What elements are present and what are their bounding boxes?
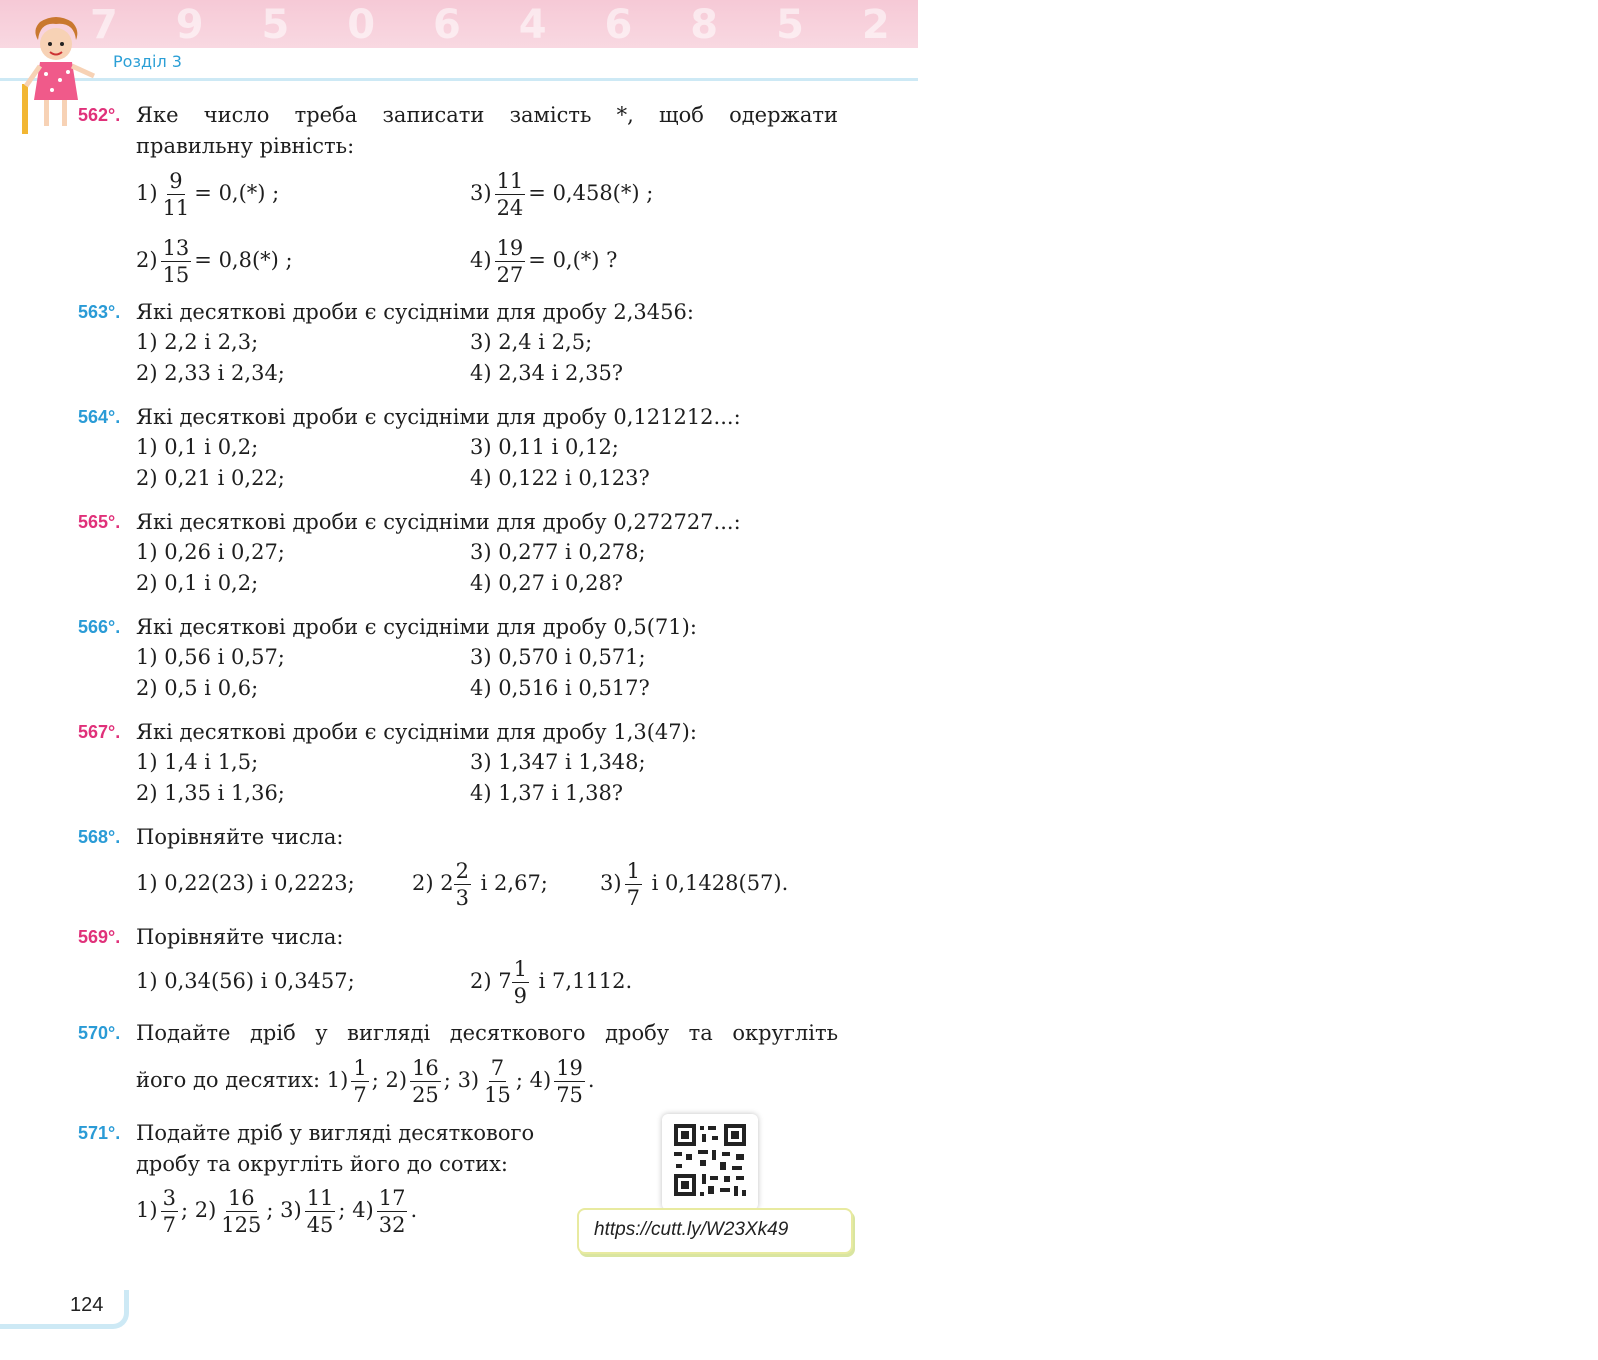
exercise-565-answer-1: 1) 0,26 і 0,27;	[136, 540, 285, 564]
exercise-567-answer-2: 2) 1,35 і 1,36;	[136, 781, 285, 805]
exercise-number-570: 570°.	[78, 1023, 121, 1043]
exercise-565-answer-4: 4) 0,27 і 0,28?	[470, 571, 624, 595]
exercise-563-answer-1: 1) 2,2 і 2,3;	[136, 330, 259, 354]
exercise-566-answer-4: 4) 0,516 і 0,517?	[470, 676, 650, 700]
exercise-563-question: Які десяткові дроби є сусідніми для дробу 2,3456:	[136, 300, 694, 324]
link-url[interactable]: https://cutt.ly/W23Xk49	[594, 1219, 789, 1240]
exercise-570-line1: Подайте дріб у вигляді десяткового дробу та округліть	[136, 1021, 838, 1045]
exercise-564-answer-3: 3) 0,11 і 0,12;	[470, 435, 619, 459]
exercise-number-571: 571°.	[78, 1123, 121, 1143]
exercise-565-answer-3: 3) 0,277 і 0,278;	[470, 540, 646, 564]
section-label: Розділ 3	[113, 52, 182, 71]
exercise-563-answer-2: 2) 2,33 і 2,34;	[136, 361, 285, 385]
exercise-570-line2: його до десятих: 1) $\frac{1}{7}$ ; 2) $\frac{16}{25}$ ; 3) $\frac{7}{15}$ ; 4) $\frac{19}{75}$ .	[136, 1056, 595, 1107]
exercise-563-answer-4: 4) 2,34 і 2,35?	[470, 361, 624, 385]
exercise-564-answer-4: 4) 0,122 і 0,123?	[470, 466, 650, 490]
exercise-566-answer-3: 3) 0,570 і 0,571;	[470, 645, 646, 669]
exercise-number-568: 568°.	[78, 827, 121, 847]
exercise-568-answer-3: 3) $\frac{1}{7}$ і 0,1428(57).	[600, 859, 789, 910]
exercise-571-line2: дробу та округліть його до сотих:	[136, 1152, 509, 1176]
exercise-571-line1: Подайте дріб у вигляді десяткового	[136, 1121, 535, 1145]
qr-code[interactable]	[662, 1114, 758, 1210]
exercise-566-answer-2: 2) 0,5 і 0,6;	[136, 676, 259, 700]
exercise-564-question: Які десяткові дроби є сусідніми для дробу 0,121212...:	[136, 405, 741, 429]
header-band	[0, 0, 1598, 50]
exercise-571-fractions: 1) $\frac{3}{7}$ ; 2) $\frac{16}{125}$ ; 3) $\frac{11}{45}$ ; 4) $\frac{17}{32}$ .	[136, 1186, 418, 1237]
exercise-number-566: 566°.	[78, 617, 121, 637]
exercise-565-answer-2: 2) 0,1 і 0,2;	[136, 571, 259, 595]
exercise-563-answer-3: 3) 2,4 і 2,5;	[470, 330, 593, 354]
exercise-568-question: Порівняйте числа:	[136, 825, 344, 849]
exercise-564-answer-1: 1) 0,1 і 0,2;	[136, 435, 259, 459]
exercise-567-question: Які десяткові дроби є сусідніми для дробу 1,3(47):	[136, 720, 697, 744]
exercise-number-564: 564°.	[78, 407, 121, 427]
exercise-562-item-1: 1) $\frac{9}{11}$ = 0,(*) ;	[136, 169, 280, 220]
exercise-number-563: 563°.	[78, 302, 121, 322]
exercise-569-answer-1: 1) 0,34(56) і 0,3457;	[136, 969, 355, 993]
exercise-562-line1: Яке число треба записати замість *, щоб одержати	[136, 103, 838, 127]
exercise-number-565: 565°.	[78, 512, 121, 532]
exercise-569-answer-2: 2) 7 $\frac{1}{9}$ і 7,1112.	[470, 957, 633, 1008]
exercise-564-answer-2: 2) 0,21 і 0,22;	[136, 466, 285, 490]
exercise-number-569: 569°.	[78, 927, 121, 947]
exercise-567-answer-4: 4) 1,37 і 1,38?	[470, 781, 624, 805]
exercise-568-answer-1: 1) 0,22(23) і 0,2223;	[136, 871, 355, 895]
exercise-565-question: Які десяткові дроби є сусідніми для дробу 0,272727...:	[136, 510, 741, 534]
qr-code-icon	[662, 1114, 758, 1210]
page-number: 124	[70, 1294, 104, 1316]
exercise-562-line2: правильну рівність:	[136, 134, 355, 158]
exercise-562-item-3: 3) $\frac{11}{24}$ = 0,458(*) ;	[470, 169, 654, 220]
exercise-number-567: 567°.	[78, 722, 121, 742]
exercise-567-answer-1: 1) 1,4 і 1,5;	[136, 750, 259, 774]
page-number-bar	[0, 1290, 129, 1329]
exercise-567-answer-3: 3) 1,347 і 1,348;	[470, 750, 646, 774]
exercise-569-question: Порівняйте числа:	[136, 925, 344, 949]
exercise-number-562: 562°.	[78, 105, 121, 125]
exercise-562-item-4: 4) $\frac{19}{27}$ = 0,(*) ?	[470, 236, 618, 287]
exercise-562-item-2: 2) $\frac{13}{15}$ = 0,8(*) ;	[136, 236, 293, 287]
exercise-568-answer-2: 2) 2 $\frac{2}{3}$ і 2,67;	[412, 859, 548, 910]
decorative-digits: 7 9 5 0 6 4 6 8 5 2 6 7 9 6 5 1 8 0	[90, 2, 1598, 48]
exercise-566-answer-1: 1) 0,56 і 0,57;	[136, 645, 285, 669]
exercise-566-question: Які десяткові дроби є сусідніми для дробу 0,5(71):	[136, 615, 697, 639]
